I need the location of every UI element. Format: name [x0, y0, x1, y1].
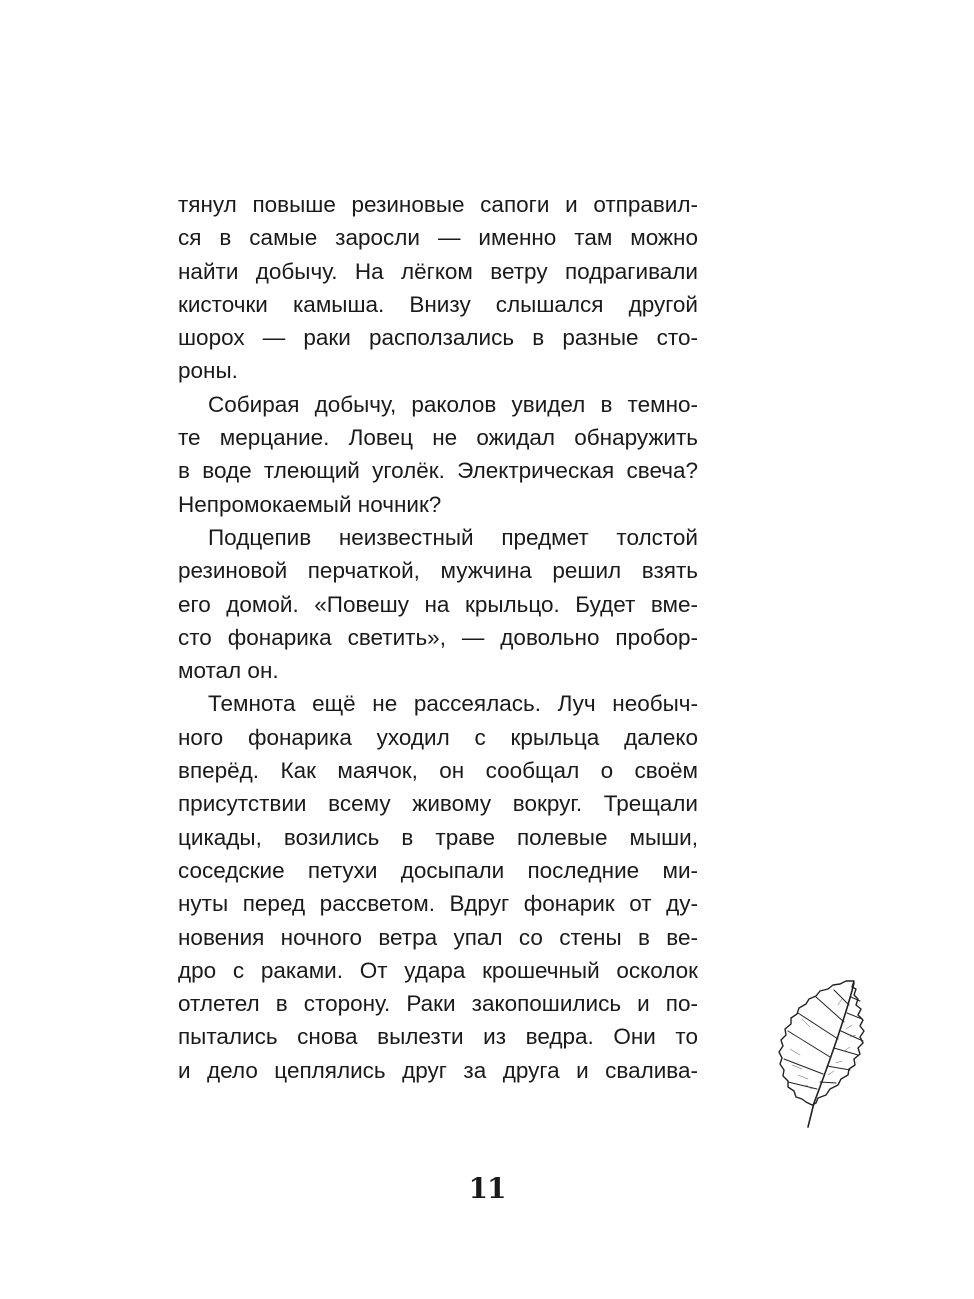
text-line: цикады, возились в траве полевые мыши, [178, 824, 698, 850]
text-line: Подцепив неизвестный предмет толстой [208, 524, 698, 550]
text-line: вперёд. Как маячок, он сообщал о своём [178, 758, 698, 784]
text-line: соседские петухи досыпали последние ми- [178, 857, 698, 883]
birch-leaf-icon [772, 975, 892, 1135]
text-line: отлетел в сторону. Раки закопошились и по- [178, 991, 698, 1017]
page-number: 11 [468, 1172, 506, 1205]
text-line: сто фонарика светить», — довольно пробор- [178, 624, 698, 650]
text-line: роны. [178, 358, 238, 384]
text-line: нуты перед рассветом. Вдруг фонарик от ду- [178, 891, 698, 917]
text-line: мотал он. [178, 658, 279, 684]
text-line: дро с раками. От удара крошечный осколок [178, 957, 698, 983]
text-line: присутствии всему живому вокруг. Трещали [178, 791, 698, 817]
text-line: Темнота ещё не рассеялась. Луч необыч- [208, 691, 698, 717]
text-line: тянул повыше резиновые сапоги и отправил- [178, 192, 698, 217]
text-line: резиновой перчаткой, мужчина решил взять [178, 558, 698, 584]
text-line: Собирая добычу, раколов увидел в темно- [208, 391, 698, 417]
text-line: Непромокаемый ночник? [178, 491, 442, 517]
text-line: ного фонарика уходил с крыльца далеко [178, 724, 698, 750]
text-line: и дело цеплялись друг за друга и свалива- [178, 1057, 698, 1083]
text-line: шорох — раки расползались в разные сто- [178, 325, 698, 351]
body-text [178, 188, 698, 1087]
text-line: его домой. «Повешу на крыльцо. Будет вме- [178, 591, 698, 617]
text-line: найти добычу. На лёгком ветру подрагивали [178, 258, 698, 284]
text-line: новения ночного ветра упал со стены в ве- [178, 924, 698, 950]
text-line: те мерцание. Ловец не ожидал обнаружить [178, 425, 698, 451]
text-line: пытались снова вылезти из ведра. Они то [178, 1024, 698, 1050]
text-line: в воде тлеющий уголёк. Электрическая свеча? [178, 458, 698, 484]
text-line: ся в самые заросли — именно там можно [178, 225, 698, 251]
text-line: кисточки камыша. Внизу слышался другой [178, 291, 698, 317]
